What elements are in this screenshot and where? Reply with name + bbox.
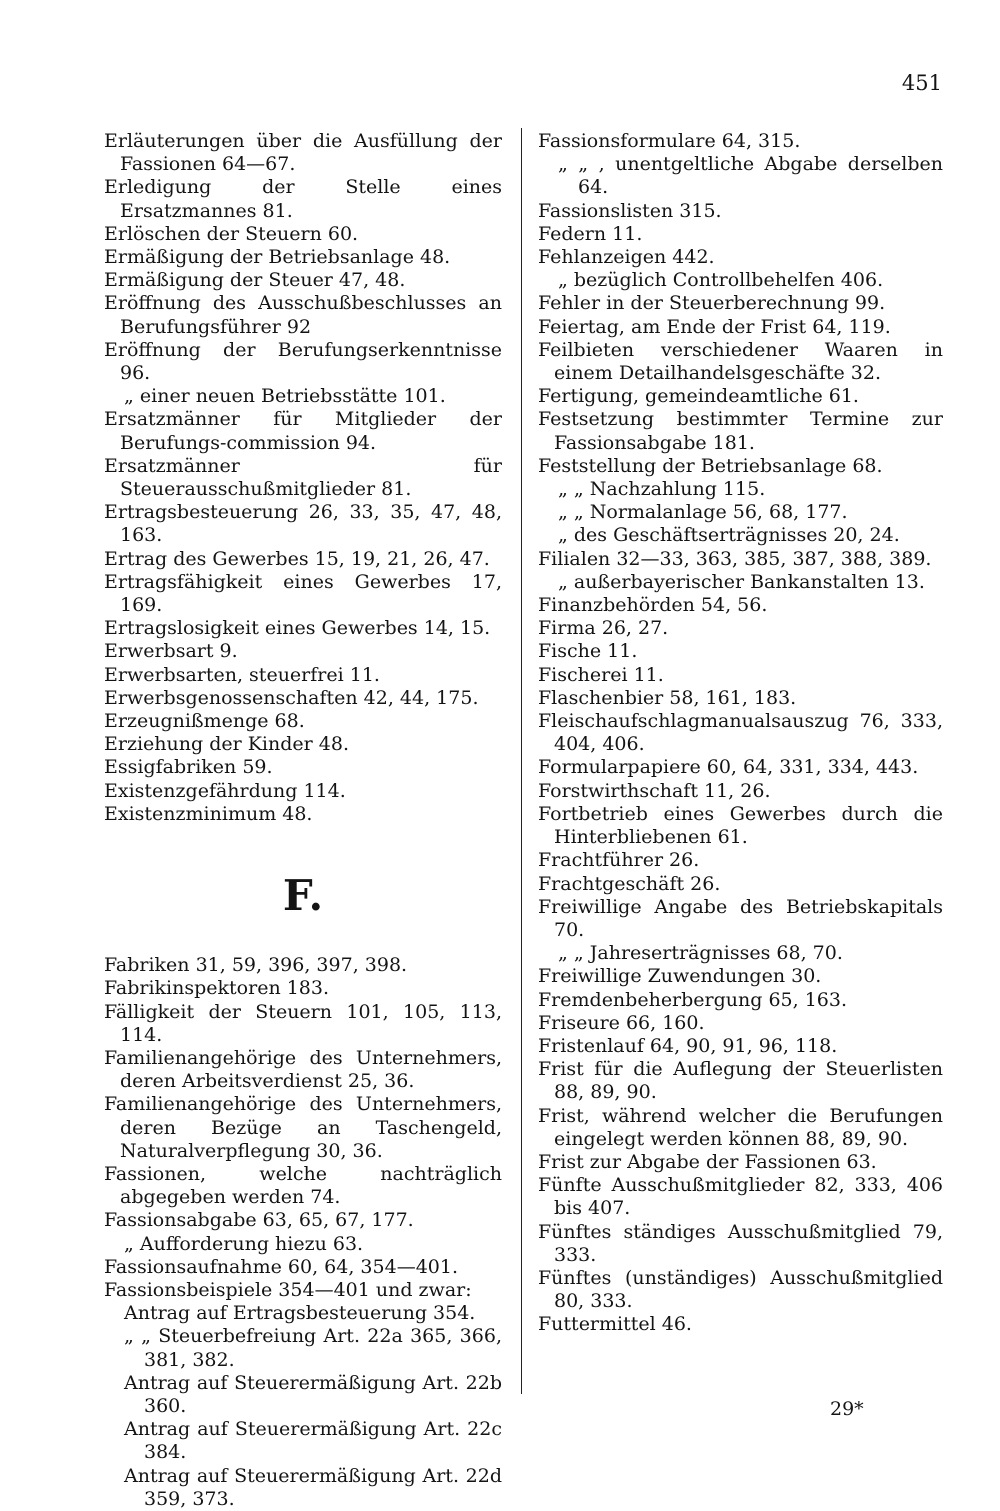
index-entry: Futtermittel 46. — [538, 1313, 692, 1336]
index-entry: Erwerbsarten, steuerfrei 11. — [104, 663, 380, 686]
index-entry: Forstwirthschaft 11, 26. — [538, 779, 771, 802]
index-entry: Existenzminimum 48. — [104, 802, 313, 825]
index-entry: Frist, während welcher die Berufungen eingelegt werden können 88, 89, 90. — [538, 1104, 943, 1150]
index-entry: Existenzgefährdung 114. — [104, 779, 346, 802]
index-entry: Ersatzmänner für Mitglieder der Berufungs-commission 94. — [104, 408, 502, 454]
index-entry: Fünftes (unständiges) Ausschußmitglied 80, 333. — [538, 1266, 943, 1313]
index-entry: Fischerei 11. — [538, 663, 664, 686]
index-entry: Fertigung, gemeindeamtliche 61. — [538, 385, 859, 408]
index-entry: Ertragslosigkeit eines Gewerbes 14, 15. — [104, 617, 491, 640]
index-entry: Federn 11. — [538, 222, 643, 245]
index-entry: Essigfabriken 59. — [104, 756, 273, 779]
index-entry: Fassionslisten 315. — [538, 199, 722, 222]
index-entry: Fassionsformulare 64, 315. — [538, 130, 801, 152]
index-entry: Erwerbsgenossenschaften 42, 44, 175. — [104, 686, 479, 709]
index-entry: Fassionsabgabe 63, 65, 67, 177. — [104, 1209, 414, 1232]
index-entry: Erlöschen der Steuern 60. — [104, 222, 359, 245]
index-subentry: Antrag auf Steuerermäßigung Art. 22d 359, 373. — [124, 1464, 502, 1510]
index-entry: Fehler in der Steuerberechnung 99. — [538, 292, 886, 315]
index-entry: Filialen 32—33, 363, 385, 387, 388, 389. — [538, 547, 932, 570]
index-entry: Friseure 66, 160. — [538, 1011, 705, 1034]
index-entry: Fünfte Ausschußmitglieder 82, 333, 406 bis 407. — [538, 1174, 943, 1220]
index-entry: Fälligkeit der Steuern 101, 105, 113, 114. — [104, 1000, 502, 1046]
index-entry: Ermäßigung der Betriebsanlage 48. — [104, 246, 451, 269]
index-subentry: Antrag auf Steuerermäßigung Art. 22b 360. — [124, 1371, 502, 1417]
index-entry: Fische 11. — [538, 640, 638, 663]
index-subentry: „ „ , unentgeltliche Abgabe derselben 64. — [558, 153, 943, 199]
index-entry: Familienangehörige des Unternehmers, deren Bezüge an Taschengeld, Naturalverpflegung 30, 36. — [104, 1093, 502, 1162]
index-entry: Festsetzung bestimmter Termine zur Fassionsabgabe 181. — [538, 408, 943, 454]
index-entry: Fristenlauf 64, 90, 91, 96, 118. — [538, 1034, 838, 1057]
index-entry: Freiwillige Zuwendungen 30. — [538, 965, 822, 988]
index-entry: Frachtführer 26. — [538, 849, 700, 872]
index-entry: Fassionen, welche nachträglich abgegeben werden 74. — [104, 1162, 502, 1209]
index-entry: Fabrikinspektoren 183. — [104, 977, 330, 1000]
signature-mark: 29* — [830, 1398, 864, 1420]
index-subentry: „ „ Jahreserträgnisses 68, 70. — [558, 942, 843, 965]
right-column — [538, 130, 943, 1337]
index-entry: Fabriken 31, 59, 396, 397, 398. — [104, 954, 408, 977]
index-entry: Flaschenbier 58, 161, 183. — [538, 686, 797, 709]
index-entry: Feilbieten verschiedener Waaren in einem Detailhandelsgeschäfte 32. — [538, 338, 943, 385]
index-entry: Firma 26, 27. — [538, 617, 669, 640]
index-subentry: „ bezüglich Controllbehelfen 406. — [558, 269, 884, 292]
index-entry: Fünftes ständiges Ausschußmitglied 79, 333. — [538, 1220, 943, 1266]
index-entry: Erläuterungen über die Ausfüllung der Fassionen 64—67. — [104, 130, 502, 176]
page-number: 451 — [901, 71, 942, 95]
index-entry: Fehlanzeigen 442. — [538, 246, 715, 269]
index-subentry: „ außerbayerischer Bankanstalten 13. — [558, 570, 925, 593]
index-entry: Ermäßigung der Steuer 47, 48. — [104, 269, 406, 292]
index-subentry: „ Aufforderung hiezu 63. — [124, 1232, 364, 1255]
index-entry: Frist zur Abgabe der Fassionen 63. — [538, 1150, 877, 1173]
index-entry: Erledigung der Stelle eines Ersatzmannes 81. — [104, 176, 502, 222]
index-entry: Finanzbehörden 54, 56. — [538, 594, 768, 617]
index-subentry: „ „ Nachzahlung 115. — [558, 478, 766, 501]
left-column — [104, 130, 502, 1511]
index-entry: Fassionsbeispiele 354—401 und zwar: — [104, 1278, 472, 1301]
index-subentry: „ des Geschäftserträgnisses 20, 24. — [558, 524, 900, 547]
index-entry: Fremdenbeherbergung 65, 163. — [538, 988, 848, 1011]
index-entry: Eröffnung der Berufungserkenntnisse 96. — [104, 338, 502, 385]
index-entry: Feststellung der Betriebsanlage 68. — [538, 454, 883, 477]
index-entry: Erwerbsart 9. — [104, 640, 238, 663]
index-entry: Formularpapiere 60, 64, 331, 334, 443. — [538, 756, 919, 779]
index-entry: Frist für die Auflegung der Steuerlisten 88, 89, 90. — [538, 1058, 943, 1104]
index-entry: Freiwillige Angabe des Betriebskapitals 70. — [538, 895, 943, 941]
index-subentry: „ „ Normalanlage 56, 68, 177. — [558, 501, 848, 524]
index-subentry: Antrag auf Ertragsbesteuerung 354. — [124, 1302, 476, 1325]
index-subentry: Antrag auf Steuerermäßigung Art. 22c 384. — [124, 1418, 502, 1464]
index-entry: Ertragsbesteuerung 26, 33, 35, 47, 48, 163. — [104, 501, 502, 547]
index-entry: Familienangehörige des Unternehmers, deren Arbeitsverdienst 25, 36. — [104, 1046, 502, 1093]
index-subentry: „ „ Steuerbefreiung Art. 22a 365, 366, 381, 382. — [124, 1325, 502, 1371]
index-entry: Fleischaufschlagmanualsauszug 76, 333, 404, 406. — [538, 710, 943, 756]
index-entry: Ertragsfähigkeit eines Gewerbes 17, 169. — [104, 570, 502, 617]
column-divider — [521, 128, 522, 1394]
index-entry: Fassionsaufnahme 60, 64, 354—401. — [104, 1255, 459, 1278]
index-entry: Frachtgeschäft 26. — [538, 872, 721, 895]
index-entry: Ertrag des Gewerbes 15, 19, 21, 26, 47. — [104, 547, 490, 570]
index-entry: Ersatzmänner für Steuerausschußmitglieder 81. — [104, 454, 502, 501]
index-subentry: „ einer neuen Betriebsstätte 101. — [124, 385, 446, 408]
index-entry: Eröffnung des Ausschußbeschlusses an Berufungsführer 92 — [104, 292, 502, 338]
index-entry: Feiertag, am Ende der Frist 64, 119. — [538, 315, 891, 338]
index-entry: Erziehung der Kinder 48. — [104, 733, 349, 756]
index-entry: Erzeugnißmenge 68. — [104, 710, 305, 733]
index-entry: Fortbetrieb eines Gewerbes durch die Hinterbliebenen 61. — [538, 802, 943, 849]
section-letter: F. — [282, 871, 324, 921]
